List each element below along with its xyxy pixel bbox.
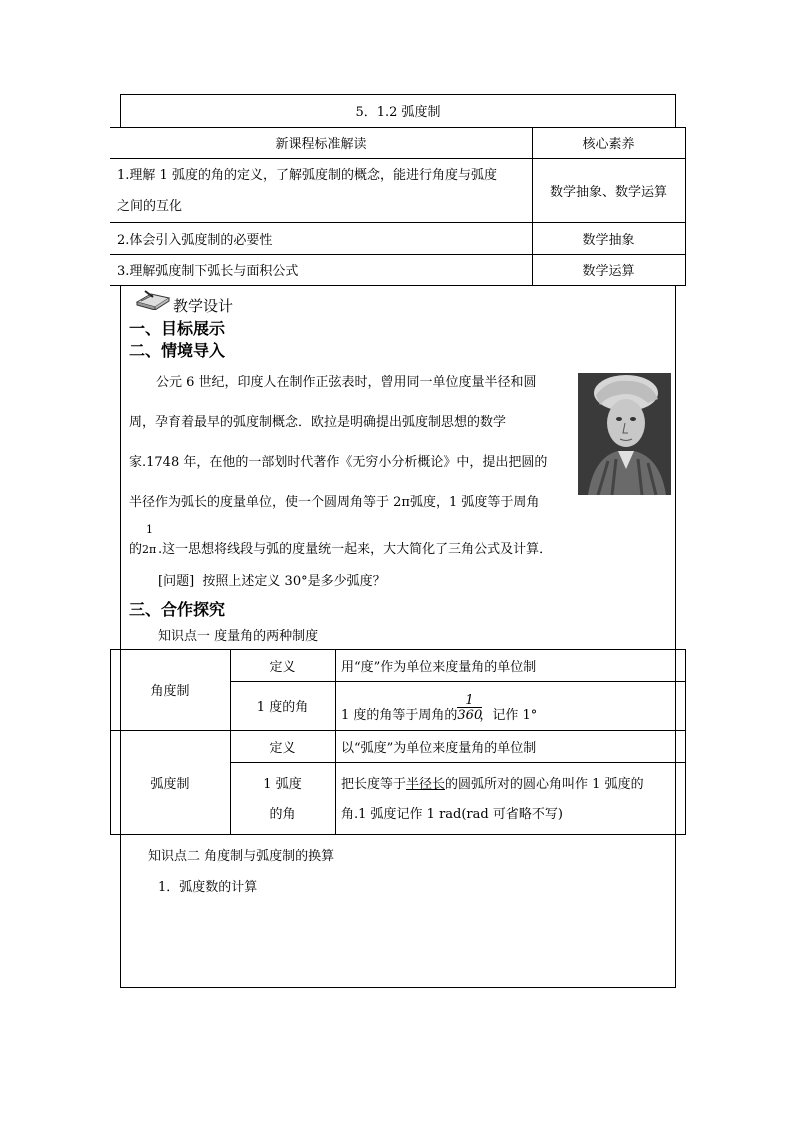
page-title: 5．1.2 弧度制 bbox=[355, 105, 441, 120]
standards-row-2-right: 数学抽象 bbox=[582, 232, 635, 248]
intro-line-4: 半径作为弧长的度量单位，使一个圆周角等于 2π弧度，1 弧度等于周角 bbox=[129, 495, 540, 510]
one-radian-label-1: 1 弧度 bbox=[263, 777, 302, 792]
standards-row-3-right: 数学运算 bbox=[582, 264, 635, 279]
one-radian-def-underline: 半径长 bbox=[406, 777, 446, 792]
one-radian-label bbox=[230, 770, 335, 830]
radian-def: 以“弧度”为单位来度量角的单位制 bbox=[341, 740, 537, 756]
intro-frac-num: 1 bbox=[146, 523, 154, 536]
deg-frac-num: 1 bbox=[465, 693, 474, 708]
degree-system-label: 角度制 bbox=[150, 684, 190, 699]
deg-frac-den: 360 bbox=[457, 708, 483, 723]
standards-row-2-left: 2.体会引入弧度制的必要性 bbox=[117, 232, 273, 248]
degree-def: 用“度”作为单位来度量角的单位制 bbox=[341, 659, 537, 675]
one-radian-def-post: 的圆弧所对的圆心角叫作 1 弧度的 bbox=[445, 777, 644, 792]
one-radian-def-pre: 把长度等于 bbox=[341, 777, 407, 792]
standards-row-1-line-1: 1.理解 1 弧度的角的定义，了解弧度制的概念，能进行角度与弧度 bbox=[117, 168, 497, 183]
standards-row-1-right: 数学抽象、数学运算 bbox=[549, 184, 667, 200]
question-text: 按照上述定义 30°是多少弧度？ bbox=[202, 574, 386, 589]
euler-portrait bbox=[578, 373, 671, 495]
one-radian-def-line-2: 角.1 弧度记作 1 rad(rad 可省略不写) bbox=[341, 807, 563, 822]
standards-row-1-line-2: 之间的互化 bbox=[117, 199, 183, 214]
intro-frac-den: 2π bbox=[142, 543, 157, 556]
intro-line-5 bbox=[129, 523, 553, 560]
degree-def-label: 定义 bbox=[269, 659, 296, 675]
book-icon bbox=[133, 288, 173, 310]
radian-system-label: 弧度制 bbox=[150, 776, 190, 792]
one-radian-def bbox=[341, 770, 683, 830]
standards-row-3-left: 3.理解弧度制下弧长与面积公式 bbox=[117, 264, 299, 279]
one-degree-def-post: ，记作 1° bbox=[479, 708, 538, 723]
knowledge-point-1: 知识点一 度量角的两种制度 bbox=[158, 629, 319, 644]
standards-header-left: 新课程标准解读 bbox=[275, 137, 367, 152]
section-explore: 三、合作探究 bbox=[129, 600, 226, 619]
section-intro: 二、情境导入 bbox=[129, 341, 226, 360]
standards-row-1-left bbox=[117, 160, 531, 222]
design-label: 教学设计 bbox=[173, 297, 234, 315]
intro-line-1: 公元 6 世纪，印度人在制作正弦表时，曾用同一单位度量半径和圆 bbox=[156, 375, 537, 390]
one-radian-label-2: 的角 bbox=[269, 807, 296, 822]
intro-line-3: 家.1748 年，在他的一部划时代著作《无穷小分析概论》中，提出把圆的 bbox=[129, 455, 548, 470]
question bbox=[158, 572, 386, 592]
section-goal: 一、目标展示 bbox=[129, 319, 226, 338]
intro-line-2: 周，孕育着最早的弧度制概念．欧拉是明确提出弧度制思想的数学 bbox=[129, 415, 507, 430]
one-degree-label: 1 度的角 bbox=[256, 700, 309, 715]
kp2-item-1: 1．弧度数的计算 bbox=[158, 880, 258, 895]
knowledge-point-2: 知识点二 角度制与弧度制的换算 bbox=[148, 849, 335, 864]
question-tag: [问题] bbox=[158, 574, 195, 589]
radian-def-label: 定义 bbox=[269, 740, 296, 756]
intro-line-5-post: .这一思想将线段与弧的度量统一起来，大大简化了三角公式及计算． bbox=[158, 542, 553, 557]
standards-header-right: 核心素养 bbox=[582, 137, 635, 152]
one-degree-def-pre: 1 度的角等于周角的 bbox=[341, 708, 458, 723]
intro-line-5-pre: 的 bbox=[129, 542, 143, 557]
one-degree-def bbox=[341, 693, 538, 723]
